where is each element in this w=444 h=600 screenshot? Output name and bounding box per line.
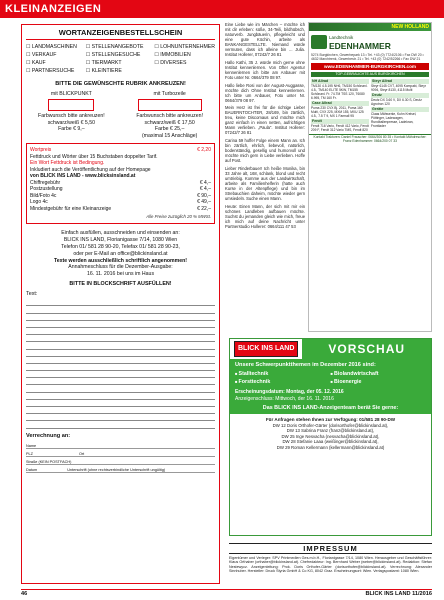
mark-instruction: BITTE DIE GEWÜNSCHTE RUBRIK ANKREUZEN! <box>55 81 186 87</box>
checkbox-tiermarkt[interactable]: ☐ TIERMARKT <box>86 59 155 67</box>
chiffre-label: Chiffregebühr <box>30 179 61 186</box>
contact-line: DW 29 Roman Kellermann (kellermann@blickinsland.at) <box>276 444 385 450</box>
billing-fields <box>26 441 215 473</box>
date-label: Datum <box>26 467 38 472</box>
vorschau-contacts <box>230 414 431 454</box>
send-email: oder per E-Mail an office@blickinsland.at <box>73 250 168 257</box>
checkbox-stellengesuche[interactable]: ☐ STELLENGESUCHE <box>86 51 155 59</box>
ad-section-title: Case Allrad <box>311 101 369 106</box>
ad-company-name: EDENHAMMER <box>329 41 391 51</box>
ad-header <box>309 31 431 53</box>
ad-section-title: Deutz <box>371 93 429 98</box>
team-note: Das BLICK INS LAND-Anzeigenteam berät Sie gerne: <box>262 405 399 411</box>
ad-section-text: Fendt 716 Vario, Fendt 412 Vario, Fendt 209 F, Fendt 312 Vario TMS, Fendt 820 <box>311 123 369 132</box>
plz-label: PLZ <box>26 451 33 456</box>
ad-section-text: TM130 4.5.195 NH6, TM150 Schönanl. 4.5., TM140 ELITE 5KW, TM155 Schönanl. Fr. 74.TM TSS 120, T6080 6.995, TM 160 Fr. <box>311 84 368 101</box>
post-label: Postzustellung <box>30 186 63 193</box>
contact-line: DW 28 Stefanie Laaa (weißinger@blickinsland.at), <box>282 439 379 445</box>
send-line-1: Einfach ausfüllen, ausschneiden und einsenden an: <box>61 229 180 236</box>
classified-ad: Lieber Rinderbauer! Ich heiße Monika, bin 33 Jahre alt, 168, schlank, blond und recht umtriebig. Komme aus der Landwirtschaft, arbeite als Familienhelferin (hatte auch Kurse in der Altenpflege) und bin im Strebauchien daheim, möchte wieder gern umsiedeln. Suche einen Mann. <box>225 165 305 201</box>
section-header: KLEINANZEIGEN <box>0 0 444 18</box>
min-value: € 22,– <box>197 205 211 212</box>
turbozeile-bw-price[interactable]: schwarz/weiß € 17,50 <box>144 119 195 126</box>
contacts-heading: Für Anfragen stehen Ihnen zur Verfügung: 01/581 28 90-DW <box>265 417 396 422</box>
ad-section-text: Deutz DX 3.60 V, DX 6.30 S, Deutz Agrotron 120 <box>371 98 422 106</box>
magazine-issue: BLICK INS LAND 11/2016 <box>365 591 432 597</box>
signature-label: Unterschrift (ohne rechtsverbindliche Unterschrift ungültig) <box>67 467 166 472</box>
classified-ad: Carina 59 hoffe! Folge einem Mann an. Ich bin zärtlich, ehrlich, liebevoll, natürlich, bodenständig, gesellig und humorvoll und möchte mich gern in Liebe verlieben. Hoffe auf Post. <box>225 137 305 164</box>
impressum <box>229 543 432 587</box>
ad-company <box>329 33 391 51</box>
topic-item: ■ Biolandwirtschaft <box>331 370 427 378</box>
send-info <box>26 230 215 278</box>
fettdruck-note: Fettdruck und Wörter über 15 Buchstaben doppelter Tarif. <box>30 153 158 160</box>
post-value: € 4,– <box>199 186 211 193</box>
edenhammer-ad <box>308 22 432 332</box>
contact-line: DW 13 Sabrina Franz (franz@blickinsland.at), <box>286 428 375 434</box>
logo-label: Logo 4c <box>30 199 48 206</box>
turbozeile-limit: (maximal 15 Anschläge) <box>141 132 198 139</box>
classified-ad: Hallo liebe Rosi von der August-Auggasse, möchte dich Ohne Institut kennenlernen. Ich bitte um Anbauer, Foto unter Nr. 0664/379 08 97. <box>225 82 305 103</box>
ad-contacts: Kontakt Traktoren: Daniel Frauscher: 0664/306 80 35 • Kontakt Mähdrescher: Franz Edenhammer: 0664/200 07 33 <box>309 134 431 144</box>
checkbox-partnersuche[interactable]: ☐ PARTNERSUCHE <box>26 67 86 75</box>
signature-field[interactable] <box>26 465 215 473</box>
blickpunkt-title: mit BLICKPUNKT <box>50 91 92 97</box>
ad-deadline: Anzeigenschluss: Mittwoch, der 16. 11. 2016 <box>235 395 334 402</box>
block-letters-note: BITTE IN BLOCKSCHRIFT AUSFÜLLEN! <box>69 281 172 288</box>
cost-table <box>26 143 215 224</box>
turbozeile-color-price[interactable]: Farbe € 25,– <box>154 126 185 133</box>
price-options <box>26 91 215 139</box>
topic-item: ■ Bioenergie <box>331 378 427 386</box>
street-field[interactable] <box>26 457 215 465</box>
send-address: BLICK INS LAND, Florianigasse 7/14, 1080 Wien <box>63 236 178 243</box>
contact-line: DW 12 Doris Orthofer-Gärter (dorisorthofer@blickinsland.at), <box>272 422 389 428</box>
turbozeile-title: mit Turbozeile <box>153 91 186 97</box>
order-form <box>21 24 220 584</box>
classified-ad: Eine Liebe wie im Märchen – möchte ich mit dir erleben: süße, 34-Teili, bildhübsch, naturverb. Jungbäuerin, pflegeleicht und eine gute Köchin, arbeite als BANKANGESTELLTE. Niemand würde vermuten, dass ich alleine bin ... Julia. Institut Hollerer, 07242/7 26 81 <box>225 22 305 58</box>
name-field[interactable] <box>26 441 215 449</box>
topics-heading: Unsere Schwerpunktthemen im Dezember 2016 sind: <box>235 362 376 368</box>
page-footer <box>21 589 432 598</box>
vorschau-header <box>230 339 431 359</box>
ad-prefix: Landtechnik <box>329 35 354 40</box>
ein-wort-note: Ein Wort Fettdruck ist Bedingung. <box>30 160 105 167</box>
send-deadline-date: 16. 11. 2016 bei uns im Haus <box>86 271 155 278</box>
wortpreis-value: € 2,20 <box>197 147 211 154</box>
contact-line: DW 25 Inge Nesvacha (nesvacha@blickinsland.at), <box>281 433 380 439</box>
blick-ins-land-logo: BLICK INS LAND <box>234 341 298 357</box>
blickpunkt-box[interactable] <box>48 99 94 111</box>
ad-website-link[interactable]: www.EDENHAMMER-BURGKIRCHEN.com <box>311 63 429 70</box>
vorschau-box <box>229 338 432 536</box>
tractor-icon <box>311 35 327 49</box>
ort-label: Ort <box>78 451 85 456</box>
send-written-only: Texte werden ausschließlich schriftlich angenommen! <box>53 257 188 264</box>
logo-value: € 49,– <box>197 199 211 206</box>
classified-ad: Mein Herz ist frei für die richtige Liebe! BAUERNTOCHTER, 28/169, bin zärtlich, treu, keine Discomaus und möchte mich ganz einfach in einen netten, aufrichtigen Mann verlieben. „Paula“. Institut Hollerer: 07242/7 26 81 <box>225 105 305 136</box>
topic-item: ■ Forsttechnik <box>235 378 331 386</box>
ad-listings <box>309 77 431 132</box>
impressum-title: IMPRESSUM <box>229 543 432 554</box>
billing-label: Verrechnung an: <box>26 432 71 439</box>
page-number: 46 <box>21 591 28 597</box>
turbozeile-box[interactable] <box>138 99 202 111</box>
ad-address: 5274 Burgkirchen, Gewerbepark 13 • Tel. +43 (0) 7724/2106 • Fax DW 20 • 4632 Marchtrenk, Gewerbestr. 21 • Tel. +43 (0) 7242/52266 • Fax DW 21 <box>311 53 424 62</box>
min-label: Mindestgebühr für eine Kleinanzeige <box>30 205 112 212</box>
bild-label: Bild/Foto 4c <box>30 192 57 199</box>
text-lines[interactable] <box>26 299 215 428</box>
topic-item: ■ Stalltechnik <box>235 370 331 378</box>
new-holland-banner: NEW HOLLAND <box>309 23 431 31</box>
checkbox-landmaschinen[interactable]: ☐ LANDMASCHINEN <box>26 43 86 51</box>
ad-section-text: Steyr 6145 CVT, 4095 Kompakt, Steyr 9094, Steyr 8130, 4115 Multi <box>371 84 426 93</box>
classified-ad: Heute: Einen Mann, der sich mit mir ein schönes Landleben aufbauen möchte. Suchst du jemanden gleich wie mich, freue ich mich auf deine Nachricht unter Partnerstudio Hollerer: 0664/111 47 53 <box>225 203 305 229</box>
street-label: Straße (KEIN POSTFACH) <box>26 459 72 464</box>
blickpunkt-bw-price[interactable]: schwarz/weiß € 5,50 <box>47 119 95 126</box>
ad-section-title: NH Allrad <box>311 79 369 84</box>
ad-subtitle: TOP-GEBRAUCHTE AUS BURGKIRCHEN <box>311 72 429 77</box>
send-phone: Telefon 01/ 581 28 90-20, Telefax 01/ 581 28 90-23, <box>61 243 180 250</box>
ad-section-title: Fendt <box>311 119 369 124</box>
ad-section-title: Steyr Allrad <box>371 79 429 84</box>
name-label: Name <box>26 443 37 448</box>
text-label: Text: <box>26 291 38 298</box>
category-checkboxes <box>26 43 215 75</box>
blickpunkt-note: Farbwunsch bitte ankreuzen! <box>38 113 105 119</box>
checkbox-lohnunternehmer[interactable]: ☐ LOHNUNTERNEHMER <box>154 43 215 51</box>
turbozeile-option <box>124 91 215 139</box>
checkbox-immobilien[interactable]: ☐ IMMOBILIEN <box>154 51 215 59</box>
checkbox-stellenangebote[interactable]: ☐ STELLENANGEBOTE <box>86 43 155 51</box>
homepage-note: Inkludiert auch die Veröffentlichung auf der Homepage <box>30 166 151 173</box>
ad-section-text: Puma 230 CVX Bj. 2011, Puma 160 Multi, CVX 225, MXM 155, MXU 125 4.5., 7.5 T 9, MX 1 Farmall 95 <box>311 106 364 118</box>
publication-date: Erscheinungsdatum: Montag, der 05. 12. 2016 <box>235 389 344 395</box>
blickpunkt-color-price[interactable]: Farbe € 9,– <box>58 126 85 133</box>
plz-ort-field[interactable] <box>26 449 215 457</box>
vat-footnote: Alle Preise zuzüglich 20 % MWSt. <box>146 214 211 220</box>
classified-ad: Hallo Kathi, 35 J. würde mich gerne ohne Institut kennenlernen. Von Ofter Agentur kennenlernen ich bitte am Anbauer mit Foto unter Nr. 0664/379 08 97. <box>225 59 305 80</box>
turbozeile-note: Farbwunsch bitte ankreuzen! <box>136 113 203 119</box>
send-deadline-label: Annahmeschluss für die Dezember-Ausgabe: <box>68 264 173 271</box>
vorschau-title: VORSCHAU <box>302 339 431 359</box>
bild-value: € 90,– <box>197 192 211 199</box>
wortpreis-label: Wortpreis <box>30 147 52 154</box>
homepage-url-note: von BLICK INS LAND - www.blicksinsland.at <box>30 173 136 180</box>
classifieds-column <box>225 22 305 332</box>
ad-section-text: Claas Mähwerke, Kuhn Kreisel, Pöttinger, Ladewagen, Rundballenpresse, Ladekran, Frontlader <box>371 111 417 128</box>
chiffre-value: € 4,– <box>199 179 211 186</box>
checkbox-kleintiere[interactable]: ☐ KLEINTIERE <box>86 67 155 75</box>
ad-section-title: Geräte <box>371 107 429 112</box>
vorschau-topics <box>230 359 431 414</box>
form-title: WORTANZEIGENBESTELLSCHEIN <box>26 28 215 40</box>
checkbox-verkauf[interactable]: ☐ VERKAUF <box>26 51 86 59</box>
checkbox-diverses[interactable]: ☐ DIVERSES <box>154 59 215 67</box>
blickpunkt-option <box>26 91 117 139</box>
impressum-text: Eigentümer und Verleger: SPV Printmedien Ges.m.b.H., Florianigasse 7/14, 1080 Wien. Herausgeber und Geschäftsführer: Klaus Orthaber (orthaber@blickinsland.at). Chefredakteur: Ing. Bernhard Weber (weber@blickinsland.at). Redaktion: Stefan Nestewycz. Anzeigenleitung: Prok. Doris Orthofer-Gärter (dorisorthofer@blickinsland.at). Verrechnung: Alexander Sinnhuber. Hersteller: Druck Styria GmbH & Co KG, 8042 Graz. Erscheinungsort: Wien. Verlagspostamt: 1080 Wien. <box>229 556 432 574</box>
checkbox-kauf[interactable]: ☐ KAUF <box>26 59 86 67</box>
